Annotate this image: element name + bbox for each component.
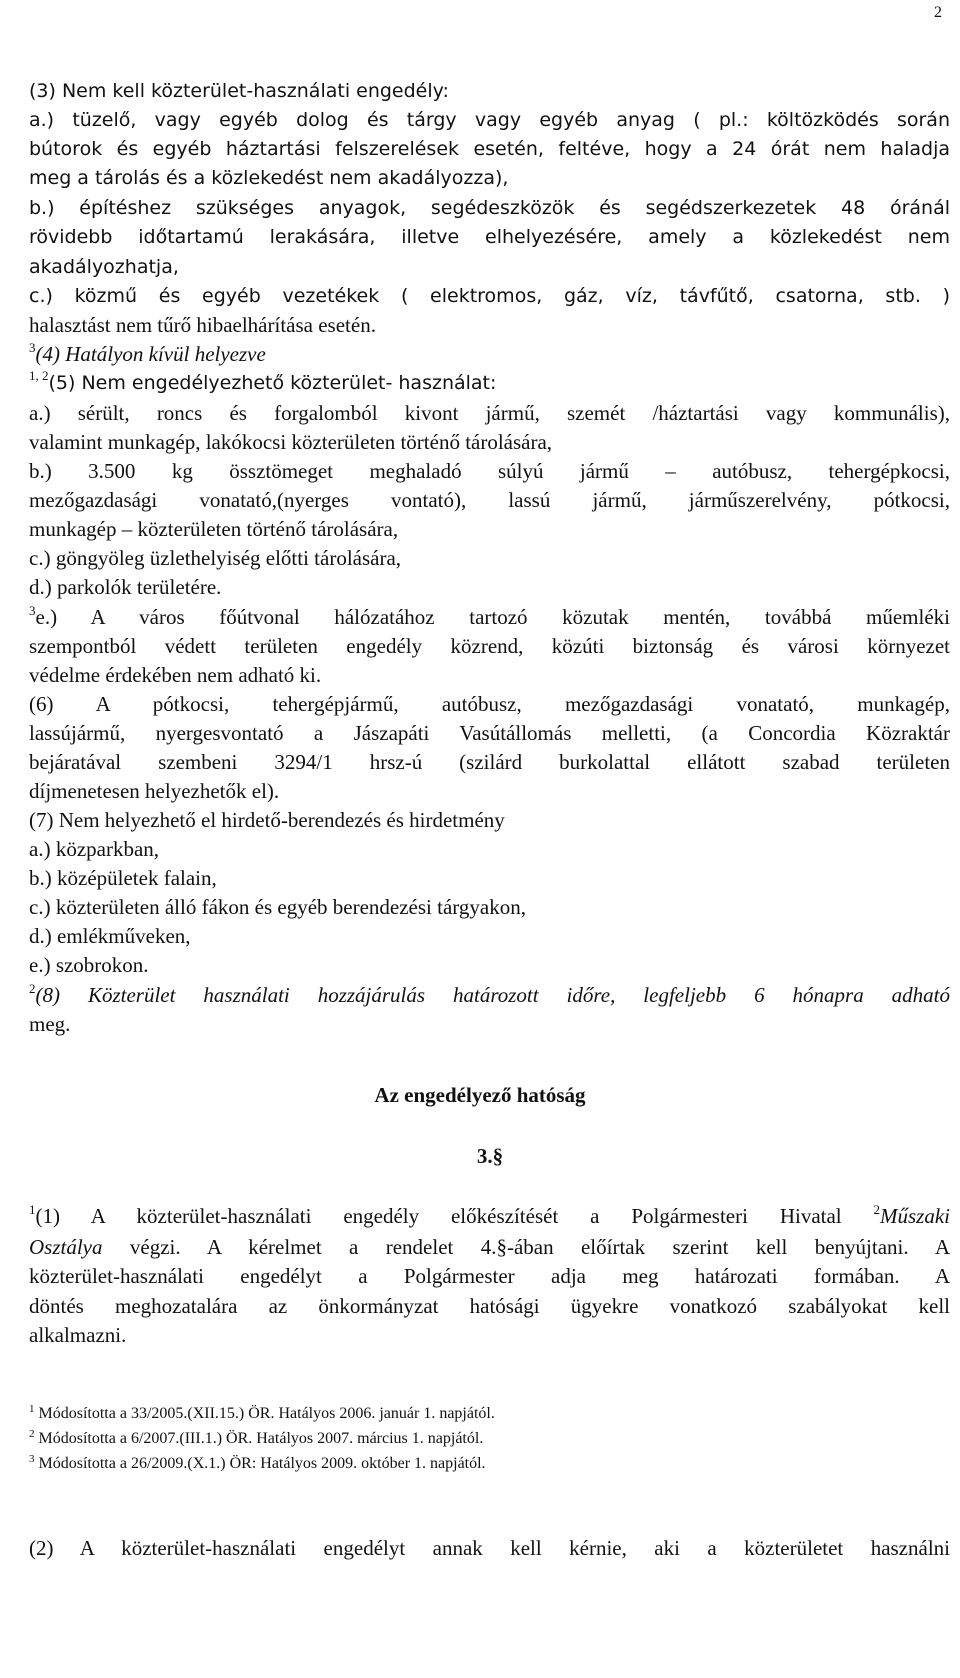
paragraph-6-line2: lassújármű, nyergesvontató a Jászapáti Vasútállomás melletti, (a Concordia Közraktár bbox=[29, 721, 950, 745]
paragraph-6-line4: díjmenetesen helyezhetők el). bbox=[29, 779, 280, 803]
item-3b-line1: b.) építéshez szükséges anyagok, segédeszközök és segédszerkezetek 48 óránál bbox=[29, 197, 950, 219]
item-5d: d.) parkolók területére. bbox=[29, 575, 222, 599]
item-5b-line2: mezőgazdasági vonatató,(nyerges vontató), lassú jármű, járműszerelvény, pótkocsi, bbox=[29, 488, 950, 512]
paragraph-8-line2: meg. bbox=[29, 1012, 71, 1036]
item-5a-line1: a.) sérült, roncs és forgalomból kivont jármű, szemét /háztartási vagy kommunális), bbox=[29, 401, 950, 425]
item-5a-line2: valamint munkagép, lakókocsi közterületen történő tárolására, bbox=[29, 430, 553, 454]
paragraph-8-line1: $^2$(8) Közterület használati hozzájárulás határozott időre, legfeljebb 6 hónapra adható bbox=[29, 981, 950, 1007]
item-3c-line1: c.) közmű és egyéb vezetékek ( elektromos, gáz, víz, távfűtő, csatorna, stb. ) bbox=[29, 285, 950, 307]
section-heading: Az engedélyező hatóság bbox=[374, 1083, 586, 1107]
section3-para-line3: közterület-használati engedélyt a Polgármester adja meg határozati formában. A bbox=[29, 1264, 950, 1288]
paragraph-6-line1: (6) A pótkocsi, tehergépjármű, autóbusz, mezőgazdasági vonatató, munkagép, bbox=[29, 692, 950, 716]
footnote-ref: 3 bbox=[29, 340, 36, 355]
item-5e-line2: szempontból védett területen engedély közrend, közúti biztonság és városi környezet bbox=[29, 634, 950, 658]
item-7b: b.) középületek falain, bbox=[29, 866, 217, 890]
footnote-2: $^2$ Módosította a 6/2007.(III.1.) ÖR. Hatályos 2007. március 1. napjától. bbox=[29, 1428, 484, 1447]
section3-para-line2: Osztálya végzi. A kérelmet a rendelet 4.§-ában előírtak szerint kell benyújtani. A bbox=[29, 1235, 950, 1259]
paragraph-3-heading: (3) Nem kell közterület-használati engedély: bbox=[29, 80, 449, 102]
section3-para-line1: $^1$(1) A közterület-használati engedély előkészítését a Polgármesteri Hivatal $^2$Műszaki bbox=[29, 1202, 951, 1228]
item-3c-line2: halasztást nem tűrő hibaelhárítása esetén. bbox=[29, 313, 376, 337]
paragraph-4-repealed: $^3$(4) Hatályon kívül helyezve bbox=[29, 340, 266, 366]
footnote-1: $^1$ Módosította a 33/2005.(XII.15.) ÖR. Hatályos 2006. január 1. napjától. bbox=[29, 1403, 495, 1422]
item-5c: c.) göngyöleg üzlethelyiség előtti tárolására, bbox=[29, 546, 402, 570]
item-3b-line3: akadályozhatja, bbox=[29, 256, 179, 278]
item-5e-line1: $^3$e.) A város főútvonal hálózatához tartozó közutak mentén, továbbá műemléki bbox=[29, 603, 950, 629]
item-7d: d.) emlékműveken, bbox=[29, 924, 191, 948]
footnote-ref: 1, 2 bbox=[29, 368, 49, 383]
section3-para-line5: alkalmazni. bbox=[29, 1323, 127, 1347]
item-5b-line3: munkagép – közterületen történő tárolására, bbox=[29, 517, 399, 541]
footnote-ref: 2 bbox=[873, 1202, 881, 1217]
footnote-ref: 2 bbox=[29, 981, 36, 996]
item-3a-line1: a.) tüzelő, vagy egyéb dolog és tárgy vagy egyéb anyag ( pl.: költözködés során bbox=[29, 109, 950, 131]
section3-para-line4: döntés meghozatalára az önkormányzat hatósági ügyekre vonatkozó szabályokat kell bbox=[29, 1294, 950, 1318]
paragraph-7-heading: (7) Nem helyezhető el hirdető-berendezés és hirdetmény bbox=[29, 808, 505, 832]
paragraph-5-heading: $^{1, 2}$(5) Nem engedélyezhető közterület- használat: bbox=[29, 368, 497, 394]
item-3b-line2: rövidebb időtartamú lerakására, illetve elhelyezésére, amely a közlekedést nem bbox=[29, 226, 950, 248]
section-number: 3.§ bbox=[476, 1144, 504, 1168]
page-number: 2 bbox=[934, 4, 942, 21]
item-7c: c.) közterületen álló fákon és egyéb berendezési tárgyakon, bbox=[29, 895, 526, 919]
item-5e-line3: védelme érdekében nem adható ki. bbox=[29, 663, 322, 687]
footnote-3: $^3$ Módosította a 26/2009.(X.1.) ÖR: Hatályos 2009. október 1. napjától. bbox=[29, 1453, 486, 1472]
item-7a: a.) közparkban, bbox=[29, 837, 160, 861]
footnote-ref: 3 bbox=[29, 603, 36, 618]
item-5b-line1: b.) 3.500 kg össztömeget meghaladó súlyú jármű – autóbusz, tehergépkocsi, bbox=[29, 459, 950, 483]
item-3a-line2: bútorok és egyéb háztartási felszerelések esetén, feltéve, hogy a 24 órát nem haladja bbox=[29, 138, 950, 160]
paragraph-2-next-page: (2) A közterület-használati engedélyt annak kell kérnie, aki a közterületet használni bbox=[29, 1536, 950, 1560]
footnote-ref: 1 bbox=[29, 1202, 36, 1217]
item-7e: e.) szobrokon. bbox=[29, 953, 149, 977]
paragraph-6-line3: bejáratával szembeni 3294/1 hrsz-ú (szilárd burkolattal ellátott szabad területen bbox=[29, 750, 950, 774]
item-3a-line3: meg a tárolás és a közlekedést nem akadályozza), bbox=[29, 167, 509, 189]
